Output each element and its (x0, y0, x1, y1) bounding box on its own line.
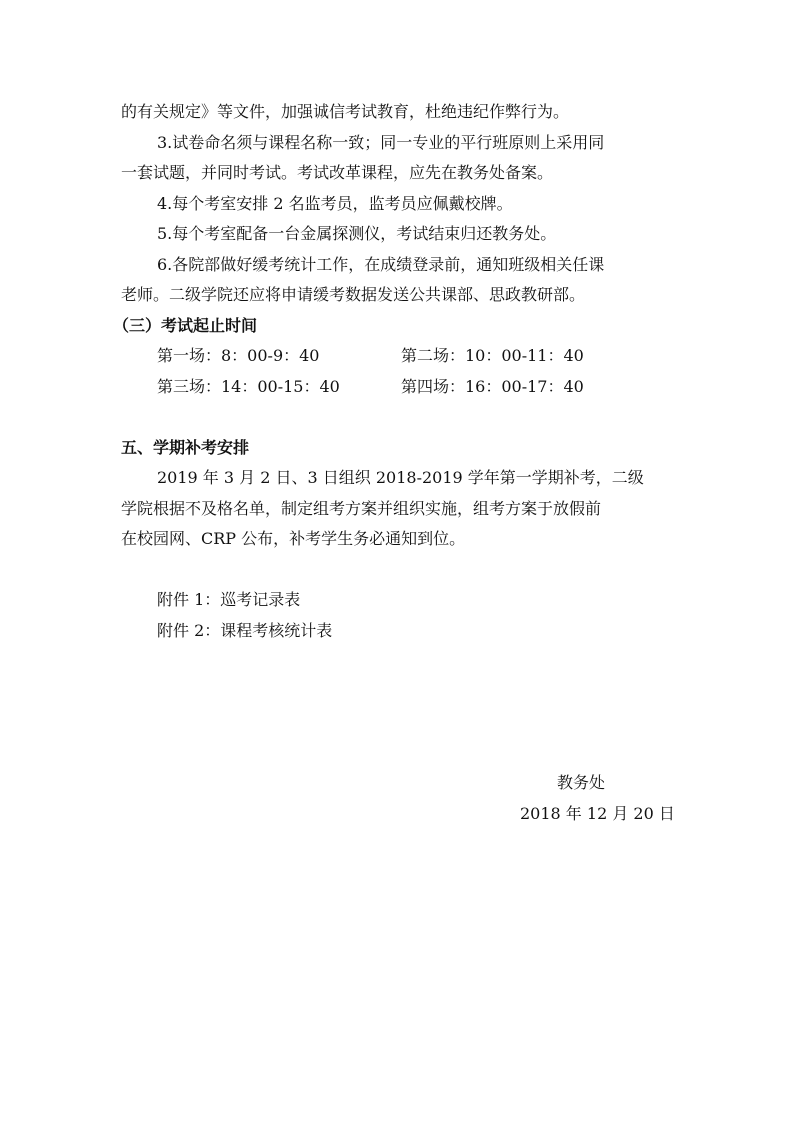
makeup-para-line-c: 在校园网、CRP 公布，补考学生务必通知到位。 (121, 529, 466, 548)
exam-times-heading: （三）考试起止时间 (113, 316, 258, 335)
item-6-line-b: 老师。二级学院还应将申请缓考数据发送公共课部、思政教研部。 (121, 285, 586, 304)
item-3-line-a: 3.试卷命名须与课程名称一致；同一专业的平行班原则上采用同 (157, 133, 605, 152)
item-5: 5.每个考室配备一台金属探测仪，考试结束归还教务处。 (157, 224, 557, 243)
session-4: 第四场：16：00-17：40 (401, 377, 584, 396)
item-6-line-a: 6.各院部做好缓考统计工作，在成绩登录前，通知班级相关任课 (157, 255, 605, 274)
attachment-1: 附件 1：巡考记录表 (157, 590, 301, 609)
makeup-para-line-b: 学院根据不及格名单，制定组考方案并组织实施，组考方案于放假前 (121, 499, 602, 518)
attachment-2: 附件 2：课程考核统计表 (157, 621, 333, 640)
makeup-para-line-a: 2019 年 3 月 2 日、3 日组织 2018-2019 学年第一学期补考，二级 (157, 468, 644, 487)
makeup-heading: 五、学期补考安排 (121, 438, 250, 457)
signature-date: 2018 年 12 月 20 日 (520, 804, 675, 823)
session-3: 第三场：14：00-15：40 (157, 377, 340, 396)
signature-office: 教务处 (557, 773, 606, 792)
item-3-line-b: 一套试题，并同时考试。考试改革课程，应先在教务处备案。 (121, 163, 554, 182)
session-1: 第一场：8：00-9：40 (157, 346, 320, 365)
body-line-1: 的有关规定》等文件，加强诚信考试教育，杜绝违纪作弊行为。 (121, 102, 570, 121)
session-2: 第二场：10：00-11：40 (401, 346, 584, 365)
item-4: 4.每个考室安排 2 名监考员，监考员应佩戴校牌。 (157, 194, 513, 213)
